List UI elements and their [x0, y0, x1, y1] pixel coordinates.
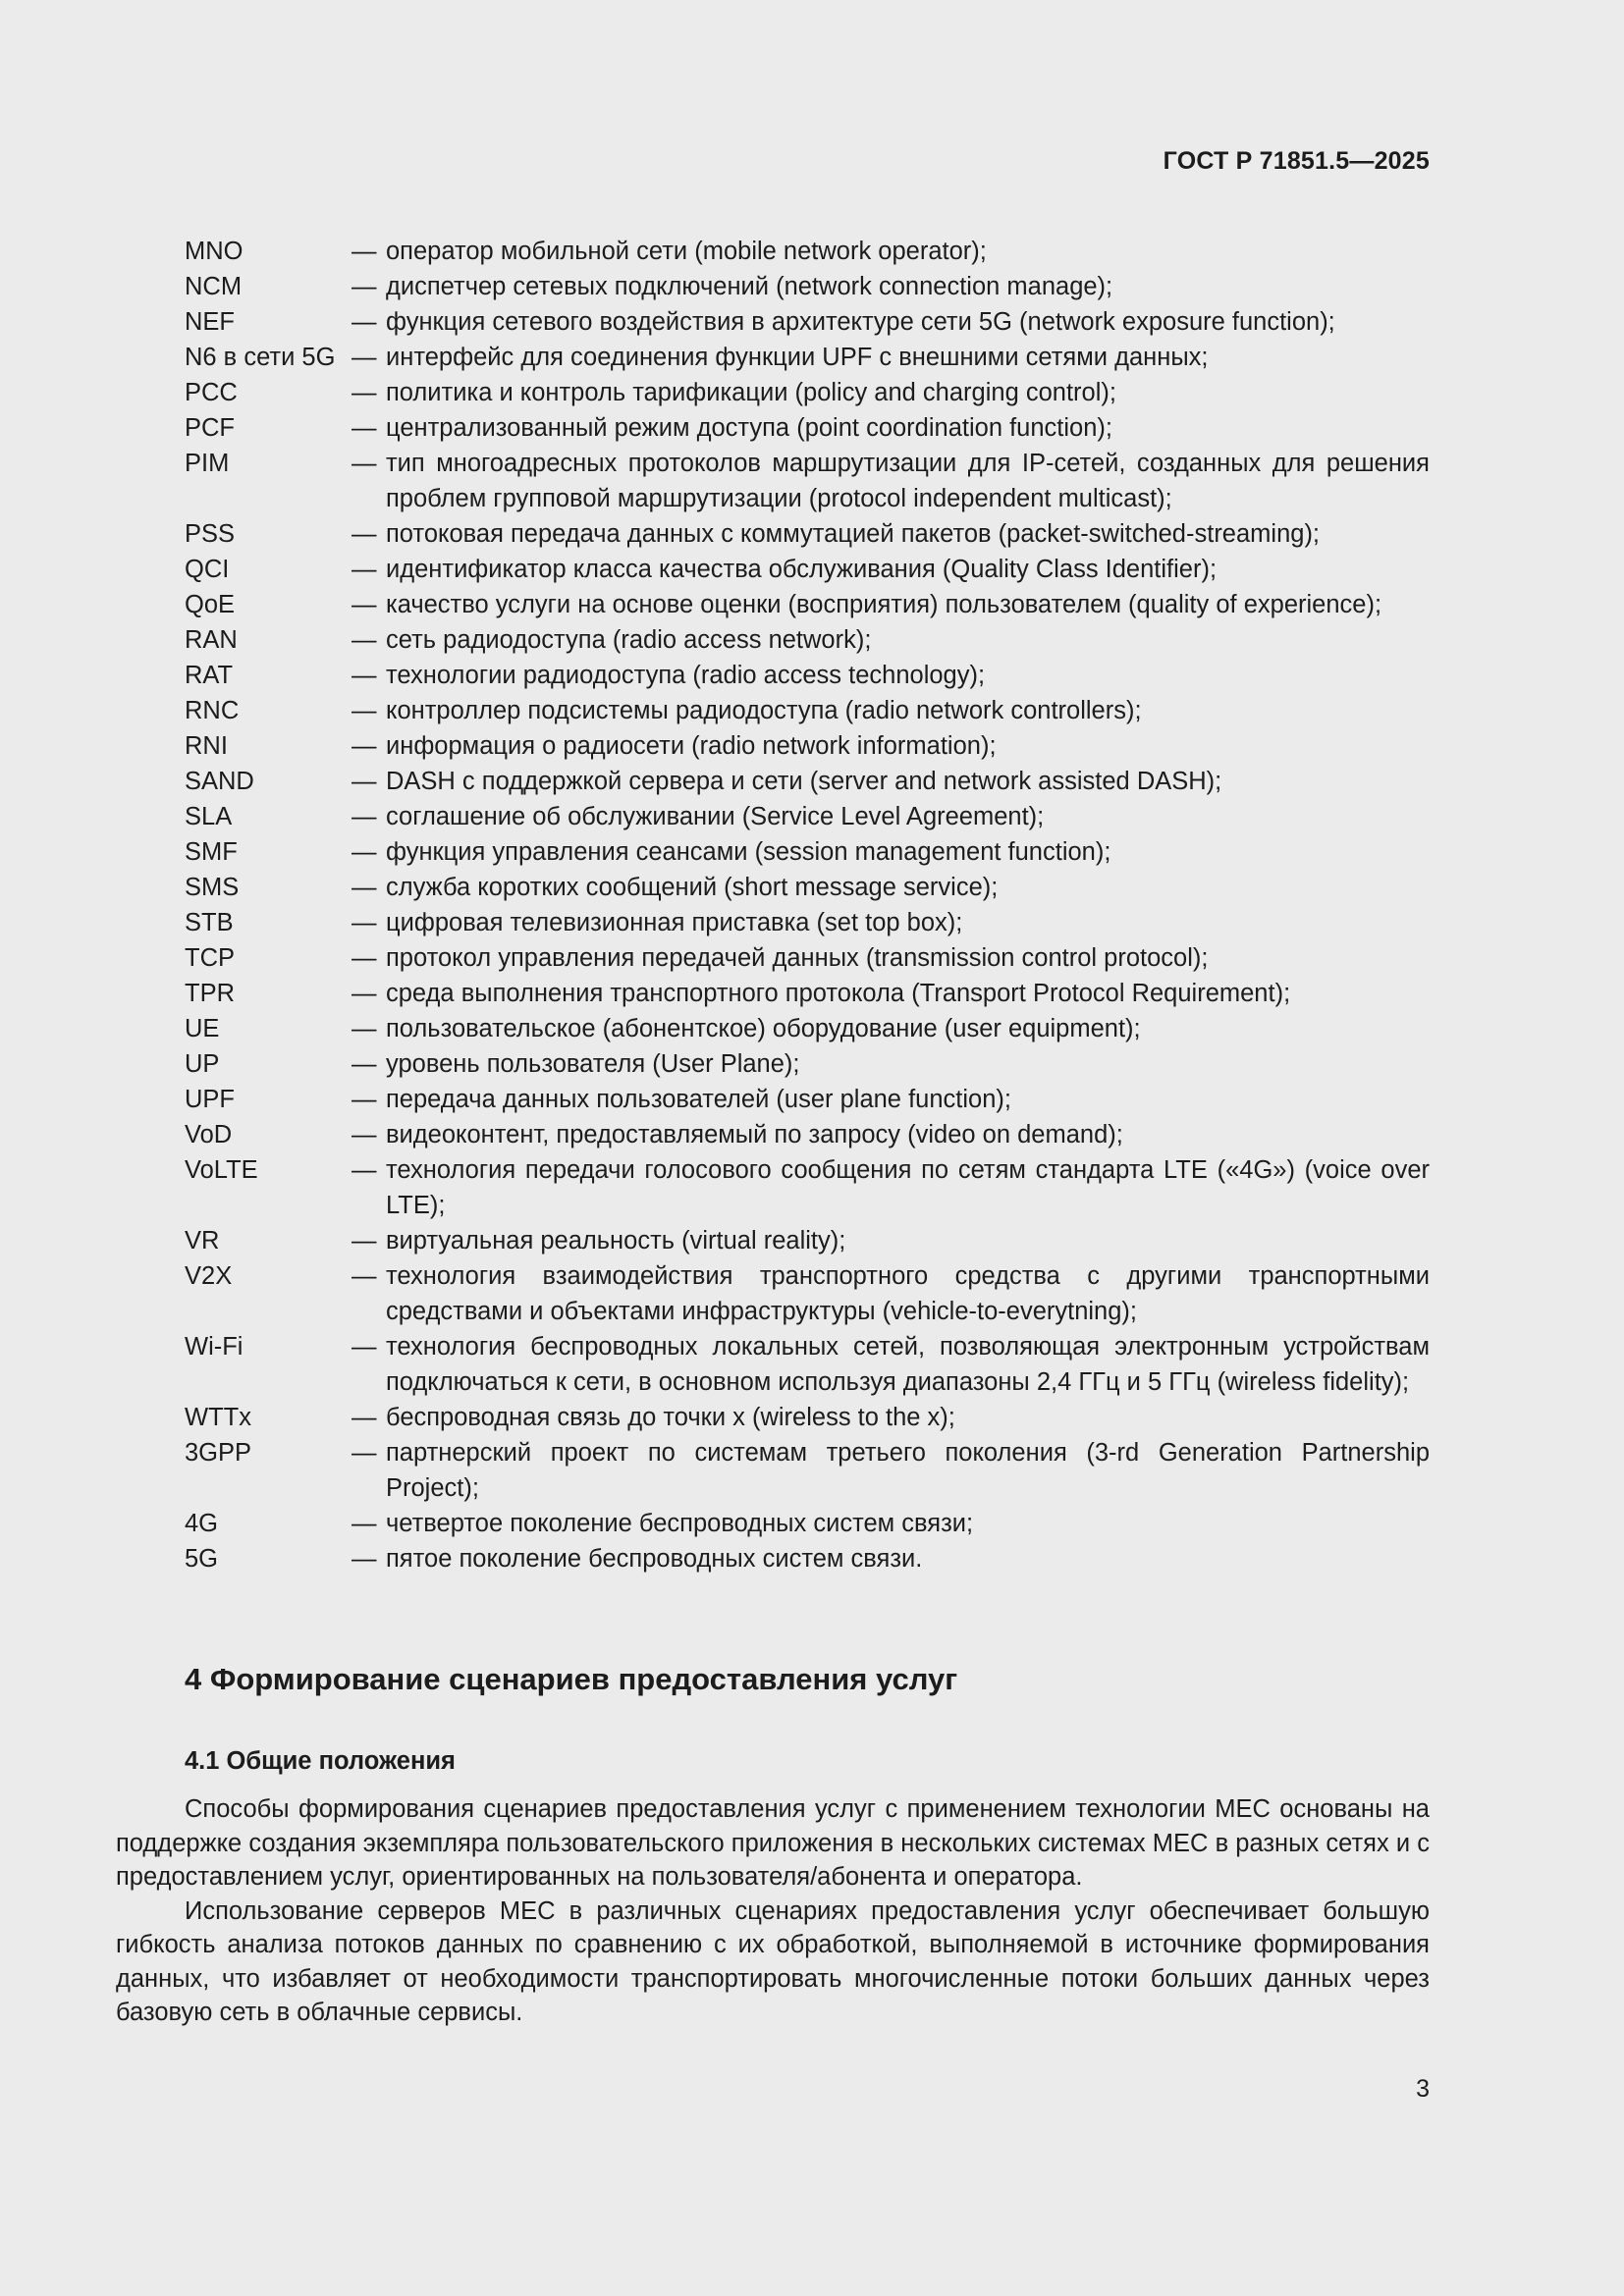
abbreviation-definition: пятое поколение беспроводных систем связи.	[386, 1545, 923, 1573]
abbreviation-term: SMF	[185, 838, 238, 866]
abbreviation-definition: DASH с поддержкой сервера и сети (server and network assisted DASH);	[386, 768, 1222, 795]
abbreviation-dash: —	[352, 379, 377, 406]
abbreviation-term: N6 в сети 5G	[185, 344, 336, 371]
abbreviation-row	[185, 234, 1430, 269]
abbreviation-dash: —	[352, 944, 377, 972]
abbreviation-term: VoD	[185, 1121, 233, 1148]
abbreviation-definition: среда выполнения транспортного протокола (Transport Protocol Requirement);	[386, 980, 1291, 1007]
abbreviation-row	[185, 1223, 1430, 1258]
abbreviation-row	[185, 1046, 1430, 1082]
abbreviation-definition: беспроводная связь до точки x (wireless to the x);	[386, 1404, 955, 1431]
abbreviation-term: STB	[185, 909, 234, 936]
abbreviation-dash: —	[352, 626, 377, 654]
abbreviation-row	[185, 340, 1430, 375]
abbreviation-row	[185, 410, 1430, 446]
abbreviation-definition: технологии радиодоступа (radio access technology);	[386, 662, 986, 689]
abbreviation-dash: —	[352, 662, 377, 689]
abbreviation-term: SMS	[185, 874, 240, 901]
abbreviation-dash: —	[352, 1015, 377, 1042]
abbreviation-definition: сеть радиодоступа (radio access network);	[386, 626, 872, 654]
abbreviation-definition: технология взаимодействия транспортного средства с другими транспортными средствами и объектами инфраструктуры (vehicle-to-everytning);	[386, 1262, 1430, 1325]
abbreviation-definition: протокол управления передачей данных (transmission control protocol);	[386, 944, 1209, 972]
abbreviation-row	[185, 1435, 1430, 1506]
abbreviation-definition: диспетчер сетевых подключений (network connection manage);	[386, 273, 1113, 300]
abbreviation-term: WTTx	[185, 1404, 251, 1431]
abbreviation-row	[185, 905, 1430, 940]
abbreviation-row	[185, 1329, 1430, 1400]
abbreviation-dash: —	[352, 732, 377, 760]
abbreviation-dash: —	[352, 838, 377, 866]
abbreviation-row	[185, 622, 1430, 658]
body-text	[116, 1792, 1430, 2030]
abbreviation-definition: идентификатор класса качества обслуживания (Quality Class Identifier);	[386, 556, 1218, 583]
abbreviation-dash: —	[352, 414, 377, 442]
abbreviation-dash: —	[352, 1121, 377, 1148]
abbreviation-term: UE	[185, 1015, 220, 1042]
abbreviation-row	[185, 1082, 1430, 1117]
abbreviation-definition: интерфейс для соединения функции UPF с внешними сетями данных;	[386, 344, 1209, 371]
abbreviation-row	[185, 375, 1430, 410]
abbreviation-row	[185, 799, 1430, 834]
abbreviation-list	[185, 234, 1430, 1576]
abbreviation-row	[185, 940, 1430, 976]
abbreviation-term: TPR	[185, 980, 235, 1007]
abbreviation-row	[185, 516, 1430, 552]
abbreviation-row	[185, 587, 1430, 622]
abbreviation-term: 4G	[185, 1510, 219, 1537]
abbreviation-dash: —	[352, 1156, 377, 1184]
abbreviation-term: MNO	[185, 238, 244, 265]
abbreviation-term: UP	[185, 1050, 220, 1078]
abbreviation-definition: качество услуги на основе оценки (восприятия) пользователем (quality of experience);	[386, 591, 1382, 618]
abbreviation-term: PIM	[185, 450, 230, 477]
abbreviation-term: RNI	[185, 732, 228, 760]
abbreviation-row	[185, 764, 1430, 799]
paragraph: Использование серверов МЕС в различных сценариях предоставления услуг обеспечивает большую гибкость анализа потоков данных по сравнению с их обработкой, выполняемой в источнике формирования данных, что избавляет от необходимости транспортировать многочисленные потоки больших данных через базовую сеть в облачные сервисы.	[116, 1896, 1430, 2026]
abbreviation-dash: —	[352, 308, 377, 336]
abbreviation-definition: потоковая передача данных с коммутацией пакетов (packet-switched-streaming);	[386, 520, 1321, 548]
abbreviation-dash: —	[352, 803, 377, 830]
abbreviation-dash: —	[352, 273, 377, 300]
abbreviation-dash: —	[352, 556, 377, 583]
abbreviation-term: NCM	[185, 273, 243, 300]
abbreviation-definition: тип многоадресных протоколов маршрутизации для IP-сетей, созданных для решения проблем групповой маршрутизации (protocol independent multicast);	[386, 450, 1430, 512]
abbreviation-dash: —	[352, 909, 377, 936]
abbreviation-definition: информация о радиосети (radio network information);	[386, 732, 997, 760]
abbreviation-term: QoE	[185, 591, 236, 618]
abbreviation-dash: —	[352, 980, 377, 1007]
abbreviation-row	[185, 1258, 1430, 1329]
page-number: 3	[1416, 2075, 1430, 2103]
abbreviation-dash: —	[352, 344, 377, 371]
abbreviation-term: PCC	[185, 379, 238, 406]
abbreviation-definition: оператор мобильной сети (mobile network operator);	[386, 238, 987, 265]
abbreviation-row	[185, 834, 1430, 870]
abbreviation-definition: политика и контроль тарификации (policy and charging control);	[386, 379, 1116, 406]
abbreviation-definition: партнерский проект по системам третьего поколения (3-rd Generation Partnership Project);	[386, 1439, 1430, 1502]
abbreviation-row	[185, 976, 1430, 1011]
abbreviation-dash: —	[352, 520, 377, 548]
abbreviation-term: V2X	[185, 1262, 233, 1290]
abbreviation-term: TCP	[185, 944, 235, 972]
abbreviation-dash: —	[352, 450, 377, 477]
abbreviation-definition: пользовательское (абонентское) оборудование (user equipment);	[386, 1015, 1141, 1042]
abbreviation-dash: —	[352, 1404, 377, 1431]
abbreviation-row	[185, 1506, 1430, 1541]
abbreviation-term: 3GPP	[185, 1439, 252, 1467]
section-title: 4 Формирование сценариев предоставления услуг	[185, 1662, 958, 1696]
abbreviation-definition: соглашение об обслуживании (Service Level Agreement);	[386, 803, 1045, 830]
abbreviation-definition: функция сетевого воздействия в архитектуре сети 5G (network exposure function);	[386, 308, 1335, 336]
abbreviation-definition: технология беспроводных локальных сетей, позволяющая электронным устройствам подключаться к сети, в основном используя диапазоны 2,4 ГГц и 5 ГГц (wireless fidelity);	[386, 1333, 1430, 1396]
abbreviation-term: VoLTE	[185, 1156, 258, 1184]
abbreviation-row	[185, 1117, 1430, 1152]
abbreviation-dash: —	[352, 768, 377, 795]
abbreviation-definition: видеоконтент, предоставляемый по запросу (video on demand);	[386, 1121, 1123, 1148]
abbreviation-dash: —	[352, 1333, 377, 1361]
subsection-title: 4.1 Общие положения	[185, 1747, 456, 1775]
abbreviation-dash: —	[352, 1545, 377, 1573]
abbreviation-dash: —	[352, 591, 377, 618]
abbreviation-term: VR	[185, 1227, 220, 1255]
abbreviation-term: SAND	[185, 768, 254, 795]
abbreviation-dash: —	[352, 1050, 377, 1078]
abbreviation-row	[185, 728, 1430, 764]
abbreviation-term: NEF	[185, 308, 235, 336]
abbreviation-definition: централизованный режим доступа (point coordination function);	[386, 414, 1112, 442]
document-header: ГОСТ Р 71851.5—2025	[1163, 147, 1430, 175]
abbreviation-term: 5G	[185, 1545, 219, 1573]
abbreviation-term: Wi-Fi	[185, 1333, 244, 1361]
abbreviation-row	[185, 304, 1430, 340]
abbreviation-definition: цифровая телевизионная приставка (set top box);	[386, 909, 963, 936]
abbreviation-term: SLA	[185, 803, 233, 830]
abbreviation-dash: —	[352, 1510, 377, 1537]
abbreviation-definition: функция управления сеансами (session management function);	[386, 838, 1111, 866]
abbreviation-term: PSS	[185, 520, 236, 548]
abbreviation-dash: —	[352, 874, 377, 901]
abbreviation-dash: —	[352, 1439, 377, 1467]
abbreviation-term: QCI	[185, 556, 230, 583]
abbreviation-definition: виртуальная реальность (virtual reality);	[386, 1227, 846, 1255]
abbreviation-dash: —	[352, 697, 377, 724]
abbreviation-row	[185, 269, 1430, 304]
abbreviation-term: RAN	[185, 626, 238, 654]
abbreviation-definition: уровень пользователя (User Plane);	[386, 1050, 800, 1078]
abbreviation-definition: передача данных пользователей (user plane function);	[386, 1086, 1011, 1113]
abbreviation-row	[185, 1541, 1430, 1576]
abbreviation-term: PCF	[185, 414, 235, 442]
abbreviation-dash: —	[352, 238, 377, 265]
abbreviation-definition: четвертое поколение беспроводных систем связи;	[386, 1510, 974, 1537]
abbreviation-row	[185, 446, 1430, 516]
abbreviation-term: UPF	[185, 1086, 235, 1113]
abbreviation-term: RAT	[185, 662, 234, 689]
abbreviation-dash: —	[352, 1086, 377, 1113]
abbreviation-dash: —	[352, 1227, 377, 1255]
abbreviation-row	[185, 658, 1430, 693]
abbreviation-definition: технология передачи голосового сообщения по сетям стандарта LTE («4G») (voice over LTE);	[386, 1156, 1430, 1219]
abbreviation-row	[185, 1400, 1430, 1435]
abbreviation-term: RNC	[185, 697, 240, 724]
paragraph: Способы формирования сценариев предоставления услуг с применением технологии МЕС основаны на поддержке создания экземпляра пользовательского приложения в нескольких системах МЕС в разных сетях и с предоставлением услуг, ориентированных на пользователя/абонента и оператора.	[116, 1795, 1430, 1891]
abbreviation-definition: контроллер подсистемы радиодоступа (radio network controllers);	[386, 697, 1142, 724]
abbreviation-row	[185, 1011, 1430, 1046]
abbreviation-row	[185, 870, 1430, 905]
abbreviation-row	[185, 693, 1430, 728]
abbreviation-dash: —	[352, 1262, 377, 1290]
abbreviation-definition: служба коротких сообщений (short message service);	[386, 874, 999, 901]
abbreviation-row	[185, 552, 1430, 587]
abbreviation-row	[185, 1152, 1430, 1223]
